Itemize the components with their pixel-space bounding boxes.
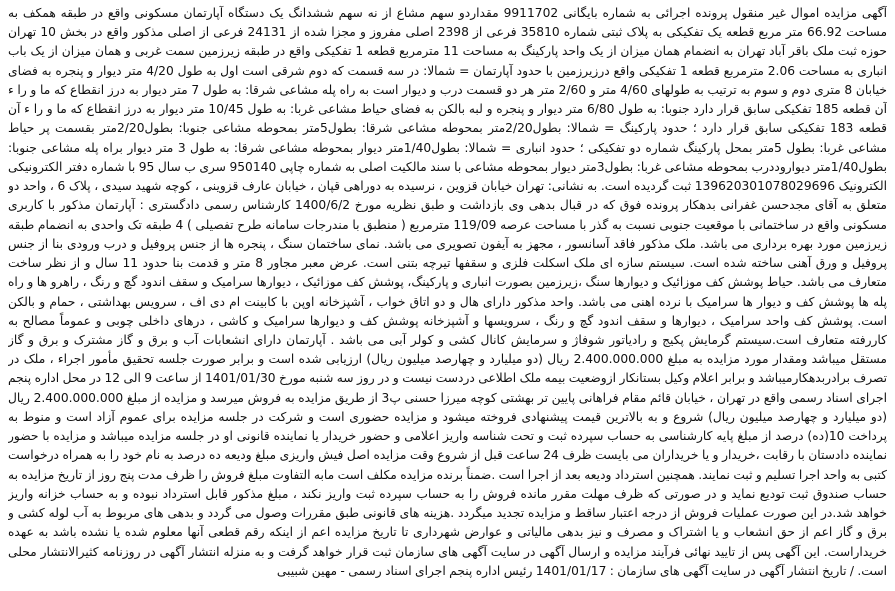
notice-body-text: آگهی مزایده اموال غیر منقول پرونده اجرائی به شماره بایگانی 9911702 مقداردو سهم مشاع از نه سهم ششدانگ یک دستگاه آپارتمان مسکونی واقع در طبقه همکف به مساحت 66.92 متر مربع قطعه یک تفکیکی به پلاک ثبتی شماره 35810 فرعی از 2398 اصلی مفروز و مجزا شده از 24131 فرعی از اصلی مذکور واقع در بخش 10 تهران حوزه ثبت ملک باقر آباد تهران به انضمام همان میزان از یک واحد پارکینگ به مساحت 11 مترمربع قطعه 1 تفکیکی واقع در طبقه زیرزمین سمت غربی و همان میزان از یک باب انباری به مساحت 2.06 مترمربع قطعه 1 تفکیکی واقع درزیرزمین با حدود آپارتمان = شمالا: در سه قسمت که دوم شرقی است اول به طول 4/20 متر دیوار و پنجره به فضای خیابان 8 متری دوم و سوم به ترتیب به طولهای 4/60 متر و 2/60 متر هر دو قسمت درب و دیوار است به راه پله مشاعی شرقا: به طول 7 متر دیوار به درز انقطاع که ما و را ء آن قطعه 185 تفکیکی سابق قرار دارد جنوبا: به طول 6/80 متر دیوار و پنجره و لبه بالکن به فضای حیاط مشاعی غربا: به طول 10/45 متر دیوار به درز انقطاع که ما و را ء آن قطعه 183 تفکیکی سابق قرار دارد ؛ حدود پارکینگ = شمالا: بطول2/20متر بمحوطه مشاعی شرقا: بطول5متر بمحوطه مشاعی جنوبا: بطول2/20متر بقسمت پر حیاط مشاعی غربا: بطول 5متر بمحل پارکینگ شماره دو تفکیکی ؛ حدود انباری = شمالا: بطول1/40متر دیوار بمحوطه مشاعی شرقا: به طول 3 متر دیوار براه پله مشاعی جنوبا: بطول1/40متر دیواروددرب بمحوطه مشاعی غربا: بطول3متر دیوار بمحوطه مشاعی با سند مالکیت اصلی به شماره چاپی 950140 سری ب سال 95 با شماره دفتر الکترونیکی الکترونیک 139620301078029696 ثبت گردیده است. به نشانی: تهران خیابان قزوین ، نرسیده به دوراهی قپان ، خیابان عارف قزوینی ، کوچه شهید سیدی ، پلاک 6 ، واحد دو متعلق به آقای مجدحسن غفرانی بدهکار پرونده فوق که در قبال بدهی وی بازداشت و طبق نظریه مورخ 1400/6/2 کارشناس رسمی دادگستری : آپارتمان مذکور با کاربری مسکونی واقع در ساختمانی با موقعیت جنوبی نسبت به گذر با مساحت عرصه 119/09 مترمربع ( منطبق با مندرجات سامانه طرح تفصیلی ) 4 طبقه تک واحدی به انضمام طبقه زیرزمین مورد بهره برداری می باشد. ملک مذکور فاقد آسانسور ، مجهز به آیفون تصویری می باشد. نمای ساختمان سنگ ، پنجره ها از جنس پروفیل و درب ورودی بنا از جنس پروفیل و ورق آهنی ساخته شده است. سیستم سازه ای ملک اسکلت فلزی و سقفها تیرچه بتنی است. عرض معبر مجاور 8 متر و قدمت بنا حدود 11 سال و از نظر ساخت متعارف می باشد. حیاط پوشش کف موزائیک و دیوارها سنگ ،زیرزمین بصورت انباری و پارکینگ، پوشش کف موزائیک ، دیوارها سرامیک و سقف اندود گچ و رنگ ، راهرو ها و راه پله ها پوشش کف و دیوار ها سرامیک با نرده اهنی می باشد. واحد مذکور دارای هال و دو اتاق خواب ، آشپزخانه اوپن با کابینت ام دی اف ، سرویس بهداشتی ، حمام و بالکن است. پوشش کف واحد سرامیک ، دیوارها و سقف اندود گچ و رنگ ، سرویسها و آشپزخانه پوشش کف و دیوارها سرامیک و کاشی ، درهای داخلی چوبی و عموماً مصالح به کاررفته متعارف است.سیستم گرمایش پکیج و رادیاتور شوفاژ و سرمایش کانال کشی و کولر آبی می باشد . آپارتمان دارای انشعابات آب و برق و گاز مشترک و برق و گاز مستقل میباشد ومقدار مورد مزایده به مبلغ 2.400.000.000 ریال (دو میلیارد و چهارصد میلیون ریال) ارزیابی شده است و برابر صورت جلسه تحقیق مأمور اجراء ، ملک در تصرف برادربدهکارمیباشد و برابر اعلام وکیل بستانکار ازوضعیت بیمه ملک اطلاعی دردست نیست و در روز سه شنبه مورخ 1401/01/30 از ساعت 9 الی 12 در محل اداره پنجم اجرای اسناد رسمی واقع در تهران ، خیابان قائم مقام فراهانی پایین تر بهشتی کوچه میرزا حسنی پ3 از طریق مزایده به فروش میرسد و مزایده از مبلغ 2.400.000.000 ریال (دو میلیارد و چهارصد میلیون ریال) شروع و به بالاترین قیمت پیشنهادی فروخته میشود و مزایده حضوری است و شرکت در جلسه مزایده برای عموم آزاد است و منوط به پرداخت 10(ده) درصد از مبلغ پایه کارشناسی به حساب سپرده ثبت و تحت شناسه واریز اعلامی و حضور خریدار یا نماینده قانونی او در جلسه مزایده میباشد و مزایده با حضور نماینده دادستان با رقابت ،خریدار و یا خریداران می بایست ظرف 24 ساعت قبل از شروع وقت مزایده اصل فیش واریزی مبلغ ودیعه ده درصد به نام خود را به همراه درخواست کتبی به واحد اجرا تسلیم و ثبت نمایند. همچنین استرداد ودیعه بعد از اجرا است .ضمناً برنده مزایده مکلف است مابه التفاوت مبلغ فروش را ظرف مدت پنج روز از تاریخ مزایده به حساب صندوق ثبت تودیع نماید و در صورتی که ظرف مهلت مقرر مانده فروش را به حساب سپرده ثبت واریز نکند ، مبلغ مذکور قابل استرداد نبوده و به حساب خزانه واریز خواهد شد.در این صورت عملیات فروش از درجه اعتبار ساقط و مزایده تجدید میگردد .هزینه های قانونی طبق مقررات وصول می گردد و بدهی های مربوط به آب لوله کشی و برق و گاز اعم از حق انشعاب و یا اشتراک و مصرف و نیز بدهی مالیاتی و عوارض شهرداری تا تاریخ مزایده اعم از اینکه رقم قطعی آنها معلوم شده یا نشده باشد به عهده خریداراست. این آگهی پس از تایید نهائی فرآیند مزایده و ارسال آگهی در سایت آگهی های سازمان ثبت قرار خواهد گرفت و به منزله انتشار آگهی در روزنامه کثیرالانتشار محلی است. / تاریخ انتشار آگهی در سایت آگهی های سازمان : 1401/01/17 رئیس اداره پنجم اجرای اسناد رسمی - مهین شبیبی — [8, 6, 887, 578]
auction-notice — [8, 4, 887, 587]
